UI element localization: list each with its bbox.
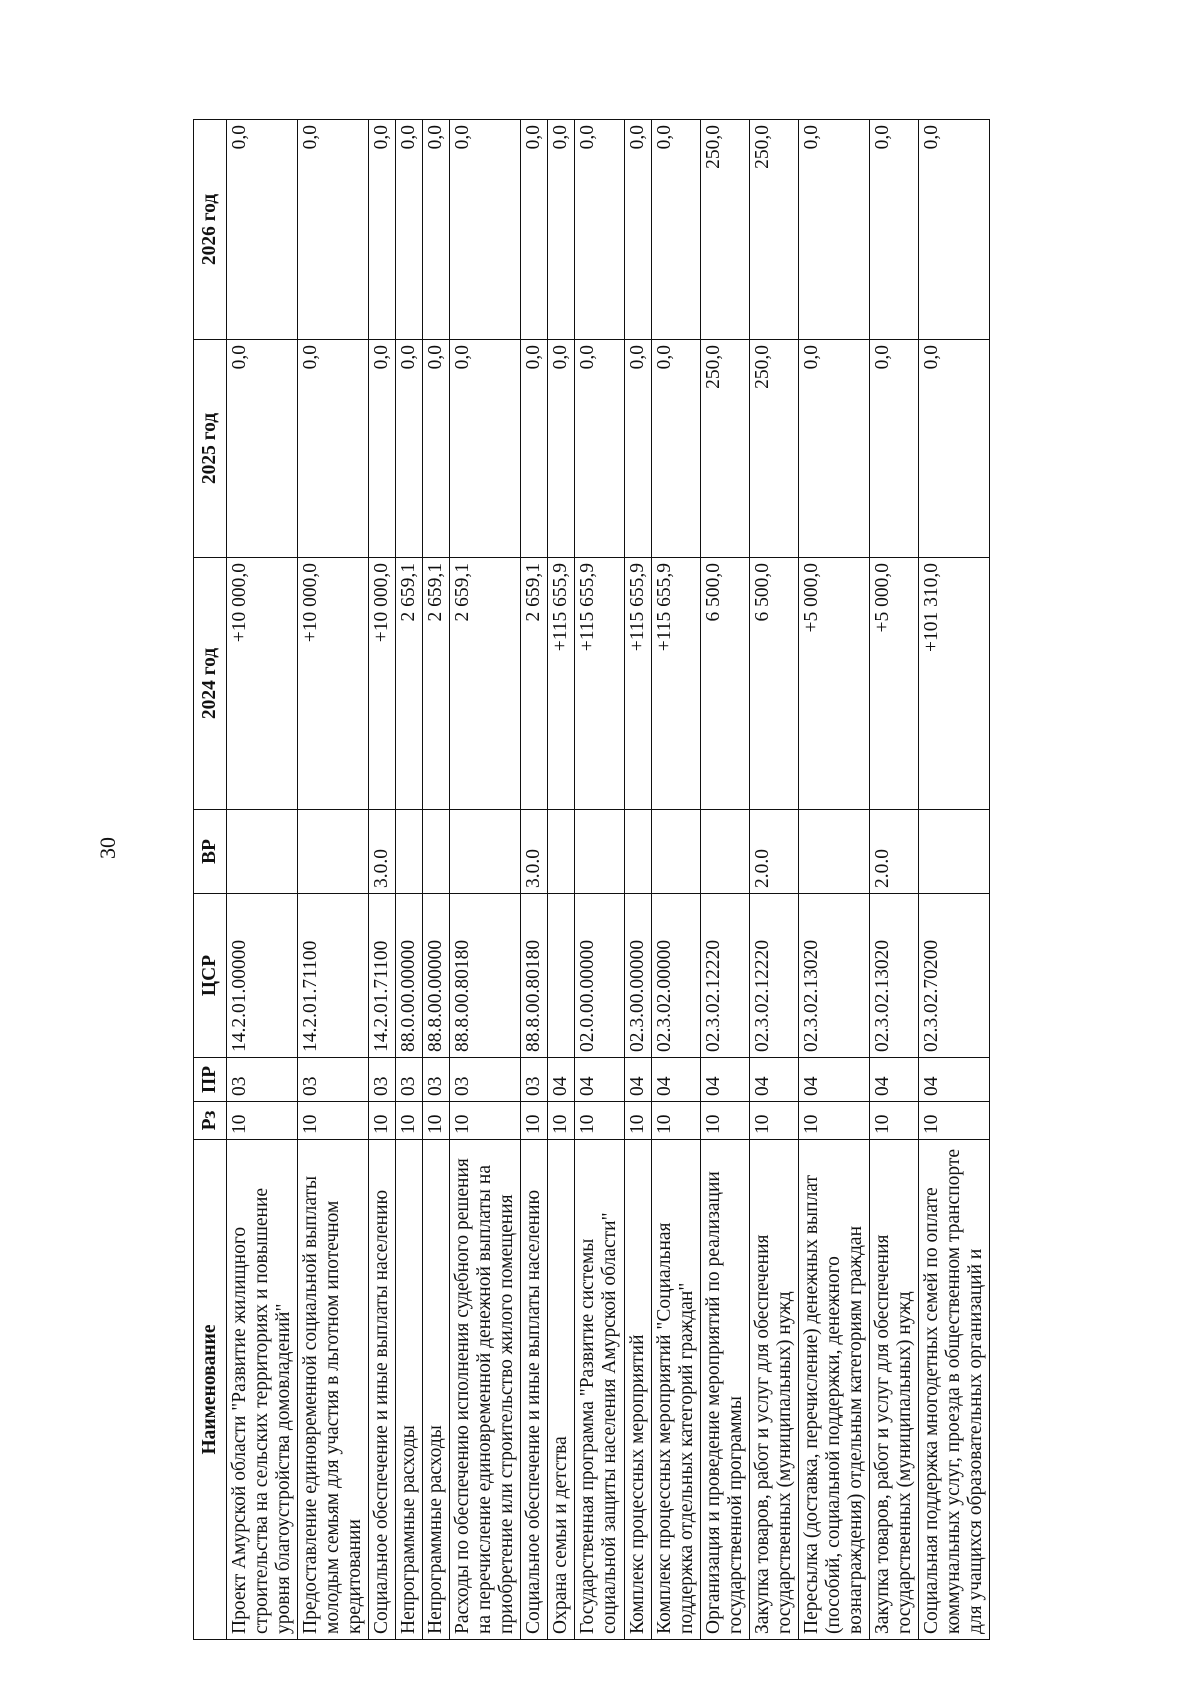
cell-2026: 0,0: [227, 120, 298, 340]
cell-name: Непрограммные расходы: [396, 1140, 423, 1640]
table-row: [227, 120, 298, 1640]
header-name: Наименование: [194, 1140, 227, 1640]
cell-name: Закупка товаров, работ и услуг для обеспечения государственных (муниципальных) нужд: [749, 1140, 798, 1640]
cell-name: Непрограммные расходы: [423, 1140, 450, 1640]
cell-csr: [548, 894, 575, 1058]
cell-csr: 02.3.02.70200: [918, 894, 989, 1058]
cell-2024: +10 000,0: [369, 558, 396, 810]
cell-rz: 10: [450, 1102, 521, 1140]
cell-pr: 03: [369, 1058, 396, 1102]
cell-csr: 02.3.02.13020: [869, 894, 918, 1058]
cell-vr: [798, 810, 869, 894]
header-pr: ПР: [194, 1058, 227, 1102]
cell-2025: 0,0: [575, 340, 624, 558]
cell-vr: [624, 810, 651, 894]
cell-2026: 0,0: [624, 120, 651, 340]
cell-pr: 04: [918, 1058, 989, 1102]
table-row: [700, 120, 749, 1640]
cell-2024: +115 655,9: [651, 558, 700, 810]
cell-name: Государственная программа "Развитие системы социальной защиты населения Амурской области": [575, 1140, 624, 1640]
cell-2024: 2 659,1: [521, 558, 548, 810]
cell-name: Предоставление единовременной социальной выплаты молодым семьям для участия в льготном ипотечном кредитовании: [298, 1140, 369, 1640]
cell-rz: 10: [918, 1102, 989, 1140]
cell-2026: 0,0: [869, 120, 918, 340]
cell-vr: [575, 810, 624, 894]
cell-rz: 10: [396, 1102, 423, 1140]
cell-rz: 10: [749, 1102, 798, 1140]
cell-name: Комплекс процессных мероприятий "Социальная поддержка отдельных категорий граждан": [651, 1140, 700, 1640]
cell-2024: 2 659,1: [396, 558, 423, 810]
cell-2025: 0,0: [423, 340, 450, 558]
cell-csr: 02.3.00.00000: [624, 894, 651, 1058]
cell-2026: 0,0: [798, 120, 869, 340]
cell-vr: [298, 810, 369, 894]
header-2025: 2025 год: [194, 340, 227, 558]
header-rz: Рз: [194, 1102, 227, 1140]
cell-2025: 0,0: [918, 340, 989, 558]
cell-2024: 2 659,1: [450, 558, 521, 810]
cell-2025: 0,0: [869, 340, 918, 558]
cell-2024: +10 000,0: [227, 558, 298, 810]
cell-name: Социальная поддержка многодетных семей по оплате коммунальных услуг, проезда в общественном транспорте для учащихся образовательных организаций и: [918, 1140, 989, 1640]
cell-csr: 88.8.00.00000: [423, 894, 450, 1058]
table-row: [749, 120, 798, 1640]
table-header-row: [194, 120, 227, 1640]
cell-name: Комплекс процессных мероприятий: [624, 1140, 651, 1640]
cell-2025: 0,0: [521, 340, 548, 558]
cell-pr: 04: [651, 1058, 700, 1102]
cell-2026: 0,0: [450, 120, 521, 340]
table-row: [869, 120, 918, 1640]
cell-pr: 03: [227, 1058, 298, 1102]
cell-name: Охрана семьи и детства: [548, 1140, 575, 1640]
cell-rz: 10: [521, 1102, 548, 1140]
cell-vr: 2.0.0: [749, 810, 798, 894]
cell-2024: 6 500,0: [700, 558, 749, 810]
cell-vr: [396, 810, 423, 894]
table-row: [798, 120, 869, 1640]
cell-2026: 0,0: [575, 120, 624, 340]
cell-2025: 0,0: [651, 340, 700, 558]
cell-pr: 04: [700, 1058, 749, 1102]
cell-vr: [700, 810, 749, 894]
cell-2026: 0,0: [548, 120, 575, 340]
cell-pr: 03: [396, 1058, 423, 1102]
cell-pr: 04: [575, 1058, 624, 1102]
cell-2025: 0,0: [396, 340, 423, 558]
cell-csr: 14.2.01.71100: [298, 894, 369, 1058]
cell-csr: 02.3.02.12220: [700, 894, 749, 1058]
table-row: [651, 120, 700, 1640]
cell-name: Социальное обеспечение и иные выплаты населению: [521, 1140, 548, 1640]
cell-2024: +115 655,9: [624, 558, 651, 810]
table-row: [369, 120, 396, 1640]
table-row: [396, 120, 423, 1640]
table-row: [624, 120, 651, 1640]
cell-2025: 250,0: [700, 340, 749, 558]
cell-vr: 3.0.0: [521, 810, 548, 894]
rotated-table-container: [193, 120, 1200, 1640]
cell-rz: 10: [869, 1102, 918, 1140]
cell-pr: 03: [521, 1058, 548, 1102]
table-row: [918, 120, 989, 1640]
cell-vr: [918, 810, 989, 894]
cell-2026: 0,0: [423, 120, 450, 340]
cell-pr: 04: [798, 1058, 869, 1102]
cell-pr: 03: [298, 1058, 369, 1102]
cell-rz: 10: [624, 1102, 651, 1140]
cell-csr: 88.0.00.00000: [396, 894, 423, 1058]
budget-table: [193, 119, 990, 1640]
cell-rz: 10: [227, 1102, 298, 1140]
cell-name: Проект Амурской области "Развитие жилищного строительства на сельских территориях и повышение уровня благоустройства домовладений": [227, 1140, 298, 1640]
cell-2025: 0,0: [548, 340, 575, 558]
header-2024: 2024 год: [194, 558, 227, 810]
cell-pr: 04: [548, 1058, 575, 1102]
cell-2025: 0,0: [298, 340, 369, 558]
cell-2026: 0,0: [918, 120, 989, 340]
cell-vr: [227, 810, 298, 894]
cell-rz: 10: [651, 1102, 700, 1140]
cell-2024: +101 310,0: [918, 558, 989, 810]
cell-2026: 0,0: [298, 120, 369, 340]
cell-name: Социальное обеспечение и иные выплаты населению: [369, 1140, 396, 1640]
cell-csr: 14.2.01.71100: [369, 894, 396, 1058]
cell-2026: 0,0: [521, 120, 548, 340]
cell-name: Закупка товаров, работ и услуг для обеспечения государственных (муниципальных) нужд: [869, 1140, 918, 1640]
cell-2024: +5 000,0: [798, 558, 869, 810]
cell-2025: 0,0: [450, 340, 521, 558]
cell-csr: 02.3.02.12220: [749, 894, 798, 1058]
header-2026: 2026 год: [194, 120, 227, 340]
cell-2024: +115 655,9: [548, 558, 575, 810]
cell-2026: 250,0: [700, 120, 749, 340]
cell-2026: 0,0: [396, 120, 423, 340]
page-number: 30: [95, 837, 120, 859]
cell-2024: +10 000,0: [298, 558, 369, 810]
cell-2025: 0,0: [369, 340, 396, 558]
table-body: [227, 120, 990, 1640]
cell-2024: 6 500,0: [749, 558, 798, 810]
table-row: [521, 120, 548, 1640]
cell-rz: 10: [423, 1102, 450, 1140]
header-csr: ЦСР: [194, 894, 227, 1058]
cell-pr: 04: [749, 1058, 798, 1102]
cell-2025: 0,0: [624, 340, 651, 558]
cell-2026: 0,0: [651, 120, 700, 340]
cell-csr: 14.2.01.00000: [227, 894, 298, 1058]
cell-pr: 04: [624, 1058, 651, 1102]
cell-2025: 250,0: [749, 340, 798, 558]
cell-rz: 10: [548, 1102, 575, 1140]
cell-vr: 3.0.0: [369, 810, 396, 894]
cell-name: Организация и проведение мероприятий по реализации государственной программы: [700, 1140, 749, 1640]
cell-2024: 2 659,1: [423, 558, 450, 810]
cell-vr: 2.0.0: [869, 810, 918, 894]
cell-2026: 250,0: [749, 120, 798, 340]
table-row: [423, 120, 450, 1640]
cell-csr: 02.3.02.13020: [798, 894, 869, 1058]
cell-2024: +5 000,0: [869, 558, 918, 810]
cell-vr: [548, 810, 575, 894]
cell-name: Расходы по обеспечению исполнения судебного решения на перечисление единовременной денежной выплаты на приобретение или строительство жилого помещения: [450, 1140, 521, 1640]
header-vr: ВР: [194, 810, 227, 894]
cell-csr: 88.8.00.80180: [450, 894, 521, 1058]
cell-vr: [423, 810, 450, 894]
cell-csr: 02.3.02.00000: [651, 894, 700, 1058]
table-row: [450, 120, 521, 1640]
cell-pr: 04: [869, 1058, 918, 1102]
cell-vr: [651, 810, 700, 894]
cell-rz: 10: [798, 1102, 869, 1140]
cell-2025: 0,0: [227, 340, 298, 558]
cell-pr: 03: [450, 1058, 521, 1102]
cell-csr: 02.0.00.00000: [575, 894, 624, 1058]
cell-rz: 10: [575, 1102, 624, 1140]
cell-rz: 10: [700, 1102, 749, 1140]
cell-pr: 03: [423, 1058, 450, 1102]
table-row: [575, 120, 624, 1640]
cell-rz: 10: [298, 1102, 369, 1140]
cell-2026: 0,0: [369, 120, 396, 340]
table-row: [548, 120, 575, 1640]
cell-2024: +115 655,9: [575, 558, 624, 810]
table-row: [298, 120, 369, 1640]
cell-rz: 10: [369, 1102, 396, 1140]
cell-2025: 0,0: [798, 340, 869, 558]
cell-vr: [450, 810, 521, 894]
cell-name: Пересылка (доставка, перечисление) денежных выплат (пособий, социальной поддержки, денежного вознаграждения) отдельным категориям граждан: [798, 1140, 869, 1640]
cell-csr: 88.8.00.80180: [521, 894, 548, 1058]
